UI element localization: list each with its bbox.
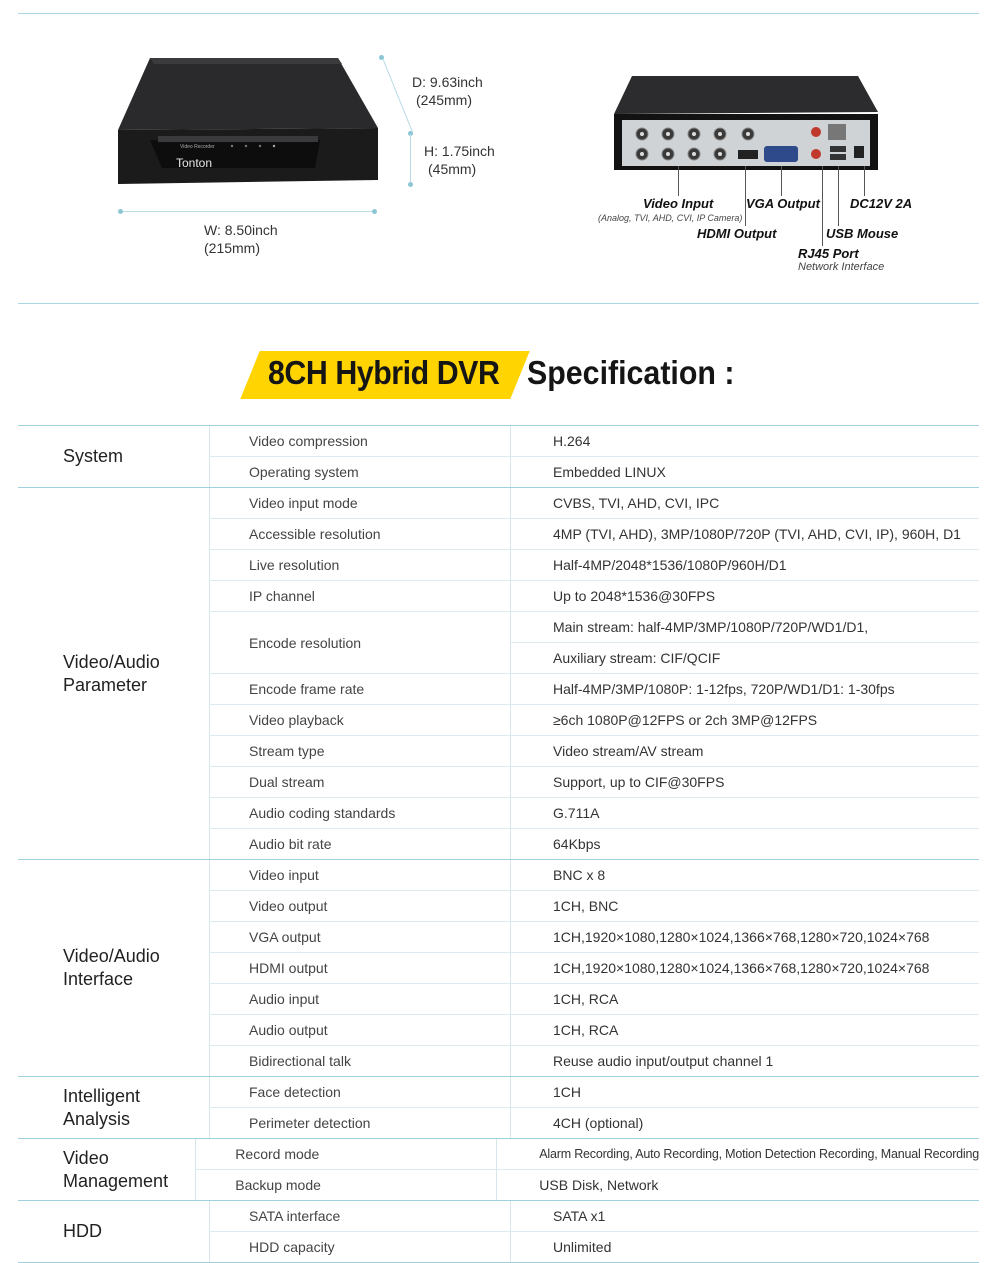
spec-key: Live resolution — [210, 550, 511, 580]
spec-value: G.711A — [553, 805, 600, 821]
spec-row — [210, 953, 979, 984]
spec-row — [196, 1170, 979, 1200]
spec-value: 1CH,1920×1080,1280×1024,1366×768,1280×720,1024×768 — [553, 929, 930, 945]
spec-category-line: Parameter — [63, 674, 148, 695]
spec-category-line: Intelligent — [63, 1085, 141, 1106]
spec-key: Video input — [210, 860, 511, 890]
spec-value: Unlimited — [553, 1239, 612, 1255]
svg-text:Video Recorder: Video Recorder — [180, 144, 215, 150]
dvr-front-image — [110, 50, 390, 190]
spec-key: Video input mode — [210, 488, 511, 518]
spec-value: 64Kbps — [553, 836, 601, 852]
title-rest: Specification : — [527, 354, 735, 391]
spec-key: Audio output — [210, 1015, 511, 1045]
spec-value: Video stream/AV stream — [553, 743, 704, 759]
rj45-sub: Network Interface — [798, 261, 885, 273]
leader-usb — [838, 166, 839, 226]
spec-key: Record mode — [196, 1139, 497, 1169]
spec-value: USB Disk, Network — [539, 1177, 659, 1193]
spec-key: Video playback — [210, 705, 511, 735]
spec-value: ≥6ch 1080P@12FPS or 2ch 3MP@12FPS — [553, 712, 818, 728]
spec-key: Dual stream — [210, 767, 511, 797]
leader-dc — [864, 166, 865, 196]
spec-key: Stream type — [210, 736, 511, 766]
spec-value: Up to 2048*1536@30FPS — [553, 588, 716, 604]
spec-row — [210, 488, 979, 519]
spec-key: Audio input — [210, 984, 511, 1014]
spec-value: Half-4MP/3MP/1080P: 1-12fps, 720P/WD1/D1: 1-30fps — [553, 681, 895, 697]
spec-row — [210, 426, 979, 457]
spec-row — [210, 860, 979, 891]
video-input-sub: (Analog, TVI, AHD, CVI, IP Camera) — [598, 213, 743, 223]
leader-rj45 — [822, 166, 823, 246]
spec-row — [210, 457, 979, 487]
brand-logo: Tonton — [176, 156, 213, 170]
width-guide — [120, 211, 375, 212]
spec-row — [210, 1201, 979, 1232]
spec-value: 1CH, RCA — [553, 991, 619, 1007]
spec-row — [210, 798, 979, 829]
spec-value: 1CH — [553, 1084, 582, 1100]
spec-value: Alarm Recording, Auto Recording, Motion Detection Recording, Manual Recording — [539, 1147, 979, 1161]
video-input-label: Video Input — [643, 196, 714, 211]
spec-category-line: HDD — [63, 1221, 102, 1241]
spec-row — [210, 767, 979, 798]
spec-category — [18, 1201, 210, 1262]
spec-row — [196, 1139, 979, 1170]
spec-key: VGA output — [210, 922, 511, 952]
spec-value: Embedded LINUX — [553, 464, 666, 480]
spec-row — [210, 736, 979, 767]
spec-value: SATA x1 — [553, 1208, 606, 1224]
spec-row — [210, 674, 979, 705]
spec-value: 4CH (optional) — [553, 1115, 644, 1131]
spec-value: Main stream: half-4MP/3MP/1080P/720P/WD1/D1, — [511, 612, 979, 643]
width-label: W: 8.50inch (215mm) — [204, 222, 278, 256]
usb-mouse-label: USB Mouse — [826, 226, 899, 241]
leader-vga — [781, 166, 782, 196]
top-divider — [18, 13, 979, 14]
spec-key: HDD capacity — [210, 1232, 511, 1262]
spec-table — [18, 425, 979, 1263]
spec-key: Perimeter detection — [210, 1108, 511, 1138]
spec-category-line: Video/Audio — [63, 946, 160, 966]
spec-category — [18, 426, 210, 487]
spec-category — [18, 1139, 196, 1200]
spec-key: Accessible resolution — [210, 519, 511, 549]
spec-key: Face detection — [210, 1077, 511, 1107]
spec-key: Operating system — [210, 457, 511, 487]
spec-row — [210, 612, 979, 674]
spec-value: Support, up to CIF@30FPS — [553, 774, 725, 790]
rj45-label: RJ45 Port — [798, 246, 859, 261]
spec-key: Backup mode — [196, 1170, 497, 1200]
spec-row — [210, 984, 979, 1015]
spec-key: Audio coding standards — [210, 798, 511, 828]
spec-value: 1CH, BNC — [553, 898, 619, 914]
spec-category — [18, 488, 210, 859]
spec-value: Reuse audio input/output channel 1 — [553, 1053, 774, 1069]
hdmi-output-label: HDMI Output — [697, 226, 777, 241]
spec-key: Bidirectional talk — [210, 1046, 511, 1076]
height-label: H: 1.75inch (45mm) — [424, 143, 495, 177]
width-dot-left — [118, 209, 123, 214]
spec-value: 1CH, RCA — [553, 1022, 619, 1038]
spec-row — [210, 1077, 979, 1108]
spec-category-line: Video/Audio — [63, 651, 160, 672]
leader-video-input — [678, 166, 679, 196]
spec-row — [210, 1046, 979, 1076]
spec-row — [210, 1108, 979, 1138]
spec-category-line: Analysis — [63, 1108, 131, 1129]
height-dot-bottom — [408, 182, 413, 187]
spec-row — [210, 891, 979, 922]
spec-value: BNC x 8 — [553, 867, 606, 883]
spec-value: Auxiliary stream: CIF/QCIF — [553, 650, 721, 666]
spec-key: Video output — [210, 891, 511, 921]
spec-key: SATA interface — [210, 1201, 511, 1231]
spec-value: Half-4MP/2048*1536/1080P/960H/D1 — [553, 557, 787, 573]
spec-key: IP channel — [210, 581, 511, 611]
spec-key: HDMI output — [210, 953, 511, 983]
vga-output-label: VGA Output — [746, 196, 820, 211]
spec-row — [210, 519, 979, 550]
spec-group — [18, 1201, 979, 1263]
dc-label: DC12V 2A — [850, 196, 913, 211]
spec-category-line: Interface — [63, 969, 134, 989]
spec-group — [18, 426, 979, 488]
spec-key: Video compression — [210, 426, 511, 456]
depth-dot-top — [379, 55, 384, 60]
spec-key: Audio bit rate — [210, 829, 511, 859]
depth-label: D: 9.63inch (245mm) — [412, 74, 483, 108]
title-highlight: 8CH Hybrid DVR — [268, 354, 500, 391]
spec-category — [18, 860, 210, 1076]
spec-value: H.264 — [553, 433, 591, 449]
spec-group — [18, 488, 979, 860]
middle-divider — [18, 303, 979, 304]
spec-key: Encode frame rate — [210, 674, 511, 704]
spec-row — [210, 1232, 979, 1262]
spec-row — [210, 705, 979, 736]
spec-row — [210, 922, 979, 953]
spec-value: 1CH,1920×1080,1280×1024,1366×768,1280×720,1024×768 — [553, 960, 930, 976]
spec-row — [210, 829, 979, 859]
spec-category — [18, 1077, 210, 1138]
spec-group — [18, 1139, 979, 1201]
spec-value: 4MP (TVI, AHD), 3MP/1080P/720P (TVI, AHD, CVI, IP), 960H, D1 — [553, 526, 961, 542]
spec-group — [18, 860, 979, 1077]
height-guide — [410, 134, 411, 184]
spec-group — [18, 1077, 979, 1139]
spec-category-line: Management — [63, 1170, 169, 1191]
spec-row — [210, 1015, 979, 1046]
width-dot-right — [372, 209, 377, 214]
spec-row — [210, 550, 979, 581]
spec-value: CVBS, TVI, AHD, CVI, IPC — [553, 495, 720, 511]
spec-category-line: Video — [63, 1147, 109, 1168]
spec-category-line: System — [63, 446, 124, 466]
spec-key: Encode resolution — [210, 612, 511, 673]
spec-row — [210, 581, 979, 612]
